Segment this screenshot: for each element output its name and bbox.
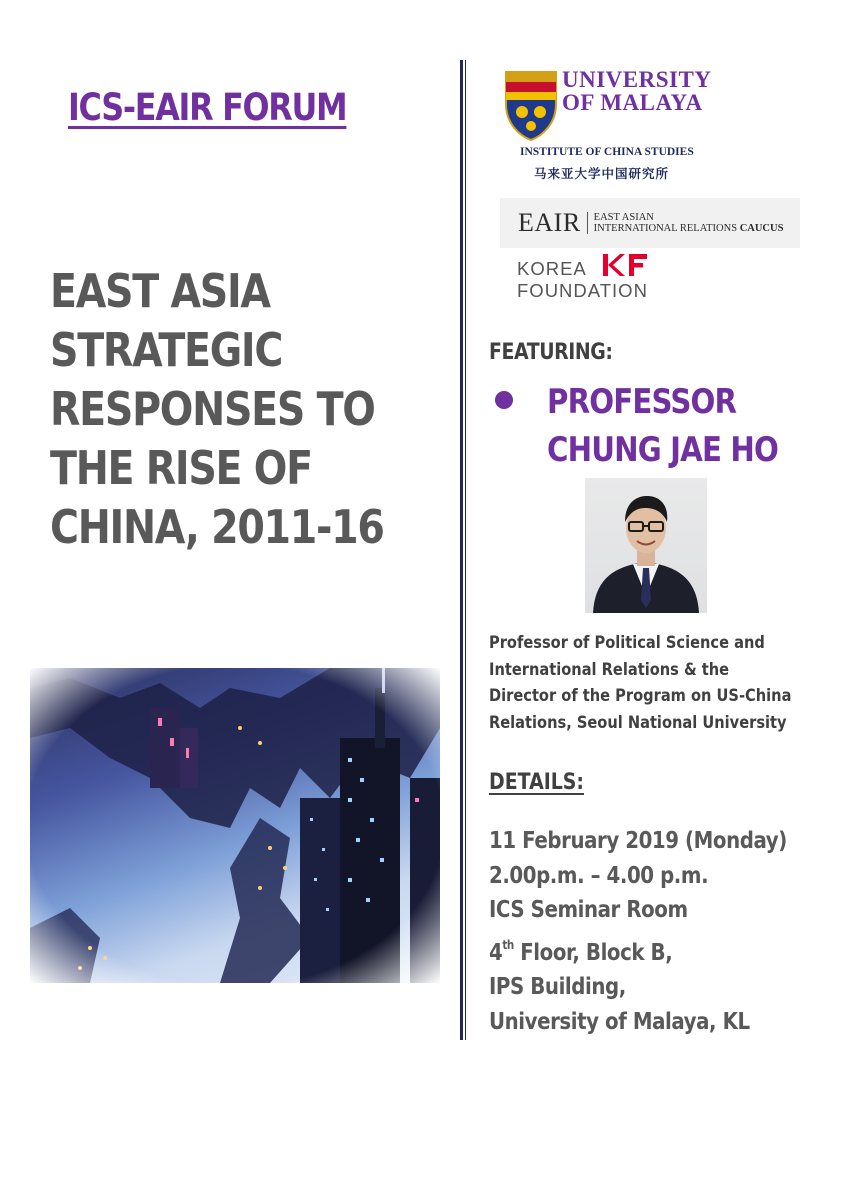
korea-foundation-logo: [517, 250, 657, 300]
city-skyline-image: [30, 668, 440, 983]
speaker-name: [547, 378, 778, 474]
um-shield-icon: [504, 70, 558, 142]
column-divider: [460, 60, 466, 1040]
eair-mark: EAIR: [518, 208, 581, 237]
event-title-line: CHINA, 2011-16: [50, 500, 384, 554]
event-building: IPS Building,: [489, 974, 626, 1000]
details-label: DETAILS:: [489, 770, 585, 795]
speaker-bio-line: Relations, Seoul National University: [489, 712, 787, 733]
bullet-icon: [495, 391, 513, 409]
event-title: [50, 262, 394, 557]
eair-logo: [500, 198, 800, 248]
eair-description-line: INTERNATIONAL RELATIONS: [593, 223, 738, 234]
event-title-line: EAST ASIA: [50, 264, 270, 318]
speaker-bio-line: Professor of Political Science and: [489, 633, 765, 653]
institute-name-chinese: 马来亚大学中国研究所: [534, 166, 670, 181]
institute-name: INSTITUTE OF CHINA STUDIES: [520, 146, 694, 158]
event-institution: University of Malaya, KL: [489, 1008, 750, 1035]
floor-suffix: th: [502, 937, 514, 952]
event-title-line: STRATEGIC: [50, 323, 283, 377]
floor-number: 4: [489, 939, 503, 966]
university-name-line: OF MALAYA: [562, 90, 703, 115]
kf-text-line: KOREA: [517, 258, 587, 279]
speaker-photo: [585, 478, 707, 613]
floor-rest: Floor, Block B,: [513, 939, 673, 966]
speaker-bio-line: International Relations & the: [489, 659, 730, 680]
event-time: 2.00p.m. – 4.00 p.m.: [489, 862, 709, 889]
eair-description: [594, 212, 784, 234]
university-name-line: UNIVERSITY: [562, 67, 712, 92]
speaker-bio-line: Director of the Program on US-China: [489, 686, 792, 706]
event-title-line: RESPONSES TO: [50, 382, 375, 436]
eair-description-line: EAST ASIAN: [593, 212, 654, 223]
university-name: [562, 68, 711, 114]
featuring-label: FEATURING:: [489, 340, 613, 365]
event-floor: [489, 928, 787, 971]
event-venue: ICS Seminar Room: [489, 897, 688, 923]
eair-separator: [587, 212, 588, 234]
event-details: [489, 824, 787, 1039]
university-of-malaya-logo: [500, 66, 730, 186]
eair-description-bold: CAUCUS: [739, 223, 784, 234]
speaker-name-line: CHUNG JAE HO: [547, 430, 779, 470]
speaker-bio: [489, 630, 791, 736]
event-date: 11 February 2019 (Monday): [489, 828, 787, 854]
event-title-line: THE RISE OF: [50, 441, 312, 495]
kf-text-line: FOUNDATION: [517, 280, 648, 301]
forum-title: ICS-EAIR FORUM: [68, 86, 347, 129]
speaker-name-line: PROFESSOR: [547, 382, 737, 422]
kf-mark-icon: [601, 250, 651, 280]
